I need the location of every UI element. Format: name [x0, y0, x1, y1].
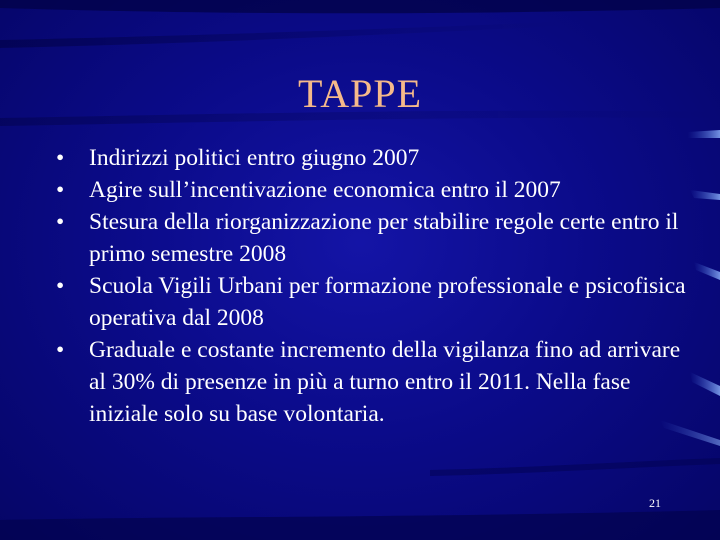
slide-title: TAPPE — [297, 71, 423, 116]
bullet-text: Scuola Vigili Urbani per formazione professionale e psicofisica operativa dal 2008 — [89, 273, 686, 331]
bullet-text: Graduale e costante incremento della vigilanza fino ad arrivare al 30% di presenze in più a turno entro il 2011. Nella fase iniziale solo su base volontaria. — [89, 337, 681, 427]
bullet-text: Stesura della riorganizzazione per stabilire regole certe entro il primo semestre 2008 — [89, 209, 679, 267]
bullet-text: Indirizzi politici entro giugno 2007 — [89, 145, 420, 171]
list-item — [56, 334, 686, 430]
bullet-icon: • — [56, 209, 65, 235]
bullet-icon: • — [56, 145, 65, 171]
bullet-text: Agire sull’incentivazione economica entro il 2007 — [89, 177, 561, 203]
list-item — [56, 206, 686, 270]
bullet-icon: • — [56, 177, 65, 203]
list-item — [56, 270, 686, 334]
bullet-icon: • — [56, 337, 65, 363]
bullet-icon: • — [56, 273, 65, 299]
page-number: 21 — [649, 496, 661, 510]
bullet-list — [56, 142, 686, 430]
list-item — [56, 142, 686, 174]
list-item — [56, 174, 686, 206]
